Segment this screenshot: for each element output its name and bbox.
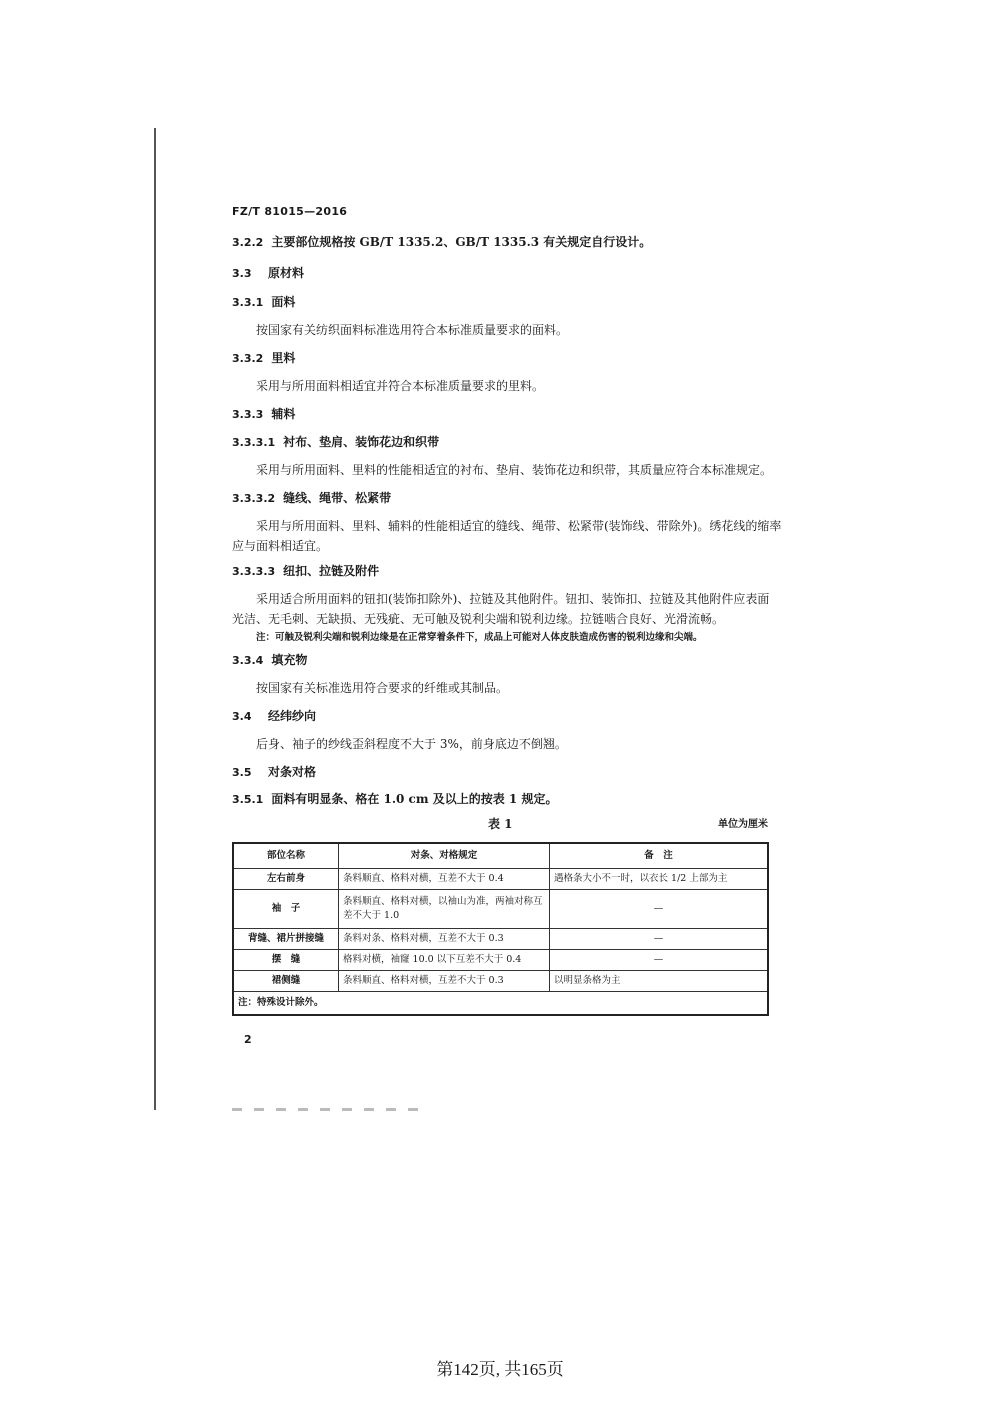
clause-number: 3.4	[232, 710, 252, 723]
table-note-row	[233, 992, 768, 1016]
table-unit: 单位为厘米	[718, 819, 768, 830]
paragraph: 按国家有关标准选用符合要求的纤维或其制品。	[256, 681, 509, 695]
rule-cell: 条料顺直、格料对横，互差不大于 0.4	[339, 869, 550, 890]
clause-number: 3.5.1	[232, 793, 264, 806]
clause-text: 缝线、绳带、松紧带	[283, 491, 392, 505]
table-row	[233, 950, 768, 971]
table-row	[233, 890, 768, 929]
scan-artifact	[232, 1108, 422, 1111]
paragraph: 采用适合所用面料的钮扣(装饰扣除外)、拉链及其他附件。钮扣、装饰扣、拉链及其他附件应表面	[256, 592, 770, 606]
remark-cell: 遇格条大小不一时，以衣长 1/2 上部为主	[550, 869, 769, 890]
clause-text: 原材料	[268, 266, 305, 280]
remark-cell: —	[550, 929, 769, 950]
paragraph: 采用与所用面料、里料、辅料的性能相适宜的缝线、绳带、松紧带(装饰线、带除外)。绣花线的缩率	[256, 519, 782, 533]
paragraph-continuation: 光洁、无毛刺、无缺损、无残疵、无可触及锐利尖端和锐利边缘。拉链啮合良好、光滑流畅。	[232, 612, 725, 626]
table-row	[233, 869, 768, 890]
remark-cell: —	[550, 950, 769, 971]
clause-text: 衬布、垫肩、装饰花边和织带	[283, 435, 440, 449]
part-cell: 背缝、裙片拼接缝	[233, 929, 339, 950]
paragraph: 后身、袖子的纱线歪斜程度不大于 3%，前身底边不倒翘。	[256, 737, 567, 751]
clause-text: 里料	[271, 351, 296, 365]
clause-text: 填充物	[271, 653, 308, 667]
clause-3-3-4	[232, 652, 307, 669]
clause-text: 主要部位规格按 GB/T 1335.2、GB/T 1335.3 有关规定自行设计。	[271, 235, 652, 249]
clause-text: 经纬纱向	[268, 709, 317, 723]
clause-text: 面料有明显条、格在 1.0 cm 及以上的按表 1 规定。	[271, 792, 558, 806]
clause-3-3-3-2	[232, 490, 391, 507]
table-note: 注：特殊设计除外。	[233, 992, 768, 1016]
clause-text: 面料	[271, 295, 296, 309]
stripe-check-matching-table	[232, 842, 769, 1016]
clause-number: 3.3.3.1	[232, 436, 276, 449]
clause-3-3-1	[232, 294, 295, 311]
clause-3-3-3-3	[232, 563, 379, 580]
note-text: 注：可触及锐利尖端和锐利边缘是在正常穿着条件下，成品上可能对人体皮肤造成伤害的锐利边缘和尖端。	[256, 632, 703, 643]
part-cell: 左右前身	[233, 869, 339, 890]
clause-text: 辅料	[271, 407, 296, 421]
clause-number: 3.5	[232, 766, 252, 779]
column-header: 部位名称	[233, 843, 339, 869]
clause-number: 3.3.2	[232, 352, 264, 365]
table-row	[233, 971, 768, 992]
clause-3-3-2	[232, 350, 295, 367]
clause-3-5-1	[232, 791, 557, 808]
table-header-row	[233, 843, 768, 869]
section-3-5	[232, 764, 316, 781]
rule-cell: 条料对条、格料对横，互差不大于 0.3	[339, 929, 550, 950]
page-number: 2	[244, 1033, 252, 1046]
remark-cell: 以明显条格为主	[550, 971, 769, 992]
paragraph: 采用与所用面料、里料的性能相适宜的衬布、垫肩、装饰花边和织带，其质量应符合本标准规定。	[256, 463, 773, 477]
clause-3-3-3	[232, 406, 295, 423]
document-code: FZ/T 81015—2016	[232, 205, 348, 218]
clause-number: 3.3.3.3	[232, 565, 276, 578]
paragraph-continuation: 应与面料相适宜。	[232, 539, 329, 553]
clause-number: 3.3.1	[232, 296, 264, 309]
column-header: 备 注	[550, 843, 769, 869]
part-cell: 摆 缝	[233, 950, 339, 971]
section-3-3	[232, 265, 304, 282]
section-3-4	[232, 708, 316, 725]
clause-number: 3.2.2	[232, 236, 264, 249]
part-cell: 袖 子	[233, 890, 339, 929]
scan-margin-line	[154, 128, 156, 1110]
remark-cell: —	[550, 890, 769, 929]
clause-text: 对条对格	[268, 765, 317, 779]
rule-cell: 格料对横，袖窿 10.0 以下互差不大于 0.4	[339, 950, 550, 971]
paragraph: 采用与所用面料相适宜并符合本标准质量要求的里料。	[256, 379, 545, 393]
table-title: 表 1	[488, 817, 513, 831]
paragraph: 按国家有关纺织面料标准选用符合本标准质量要求的面料。	[256, 323, 569, 337]
clause-3-2-2	[232, 234, 651, 251]
clause-number: 3.3.4	[232, 654, 264, 667]
clause-number: 3.3.3	[232, 408, 264, 421]
rule-cell: 条料顺直、格料对横，互差不大于 0.3	[339, 971, 550, 992]
page-footer: 第142页, 共165页	[436, 1360, 564, 1379]
clause-number: 3.3	[232, 267, 252, 280]
column-header: 对条、对格规定	[339, 843, 550, 869]
part-cell: 裙侧缝	[233, 971, 339, 992]
clause-text: 纽扣、拉链及附件	[283, 564, 380, 578]
rule-cell: 条料顺直、格料对横，以袖山为准，两袖对称互差不大于 1.0	[339, 890, 550, 929]
clause-3-3-3-1	[232, 434, 439, 451]
table-caption	[232, 815, 768, 831]
clause-number: 3.3.3.2	[232, 492, 276, 505]
table-row	[233, 929, 768, 950]
